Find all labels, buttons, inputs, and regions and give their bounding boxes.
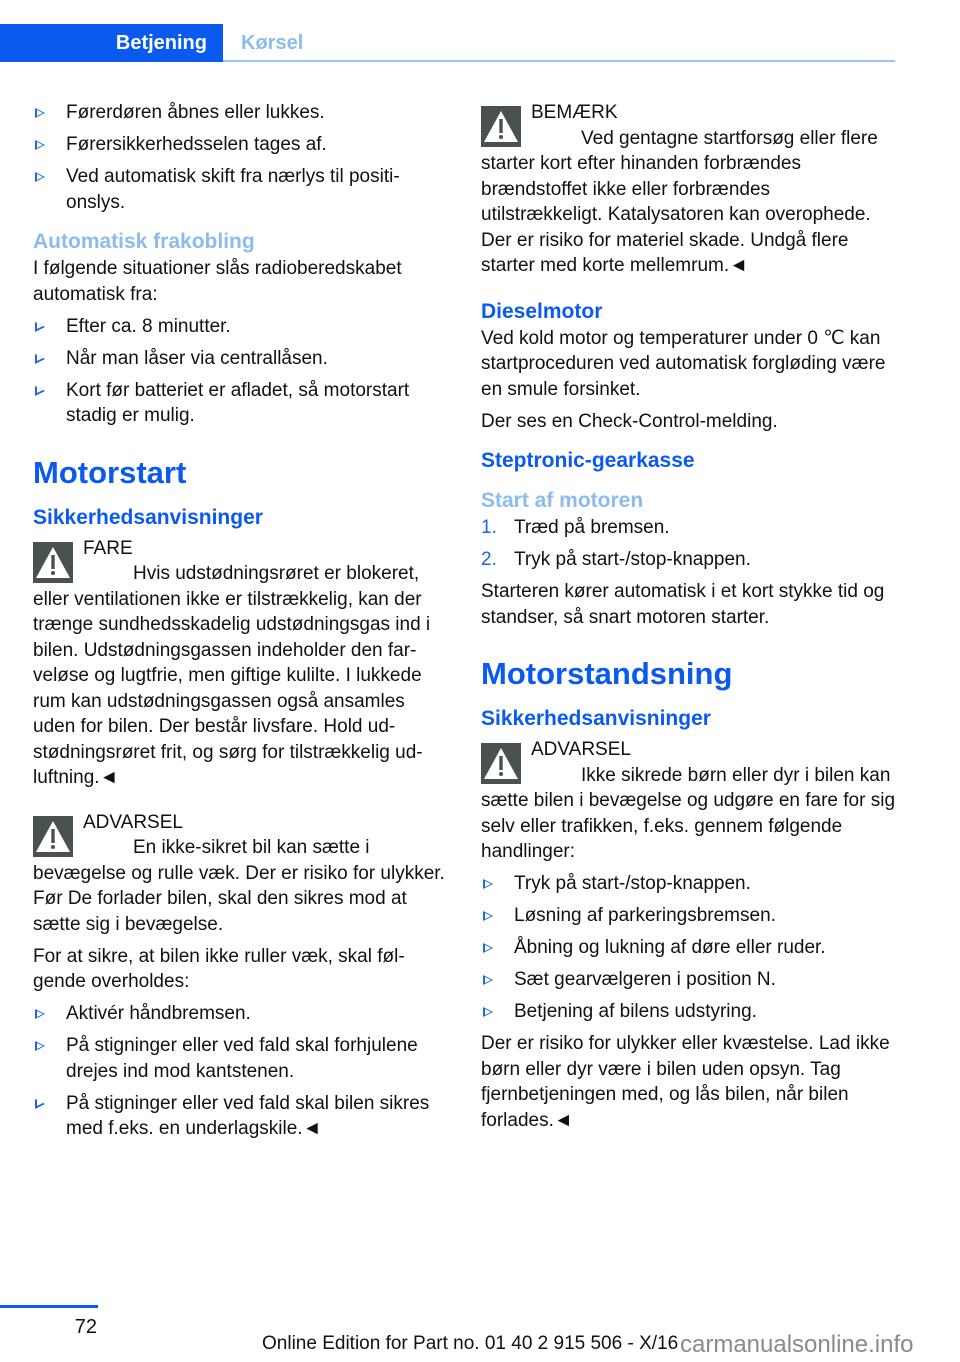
bullet-triangle-icon: [483, 943, 493, 953]
bullet-triangle-icon: [483, 911, 493, 921]
warning-text: Ved gentagne startforsøg eller flere starter kort efter hinanden forbrændes brændstoffet ikke eller forbrændes utilstrækkeligt. Katalysatoren kan overophede. Der er risiko for materiel skade. Undgå flere starter med korte mellemrum.◄: [481, 127, 878, 276]
edition-text: Online Edition for Part no. 01 40 2 915 506 - X/16: [262, 1333, 679, 1354]
secure-bullet-list: [33, 1001, 448, 1142]
bullet-triangle-icon: [35, 386, 45, 396]
bullet-triangle-icon: [35, 354, 45, 364]
secure-text: For at sikre, at bilen ikke ruller væk, skal følgende overholdes:: [33, 945, 405, 992]
auto-off-text: I følgende situationer slås radioberedskabet automatisk fra:: [33, 258, 402, 305]
warning-triangle-icon: [481, 743, 521, 784]
starter-text: Starteren kører automatisk i et kort stykke tid og standser, så snart motoren starter.: [481, 581, 885, 628]
bullet-triangle-icon: [35, 108, 45, 118]
bullet-triangle-icon: [483, 1007, 493, 1017]
list-item: Førerdøren åbnes eller lukkes.: [33, 100, 448, 126]
list-item: Ved automatisk skift fra nærlys til positionslys.: [33, 164, 448, 215]
heading-start-af-motoren: Start af motoren: [481, 489, 644, 512]
tab-korsel[interactable]: Kørsel: [241, 32, 304, 54]
warning-fare: [33, 536, 448, 791]
list-item: Førersikkerhedsselen tages af.: [33, 132, 448, 158]
warning-title: BEMÆRK: [531, 102, 618, 123]
list-item: Åbning og lukning af døre eller ruder.: [481, 935, 896, 961]
heading-motorstart: Motorstart: [33, 454, 187, 490]
warning-text: En ikke-sikret bil kan sætte i bevægelse og rulle væk. Der er risiko for ulykker. Før De forlader bilen, skal den sikres mod at sætte sig i bevægelse.: [33, 837, 445, 935]
warning-text: Ikke sikrede børn eller dyr i bilen kan sætte bilen i bevægelse og udgøre en fare for sig selv eller trafikken, f.eks. gennem følgende handlinger:: [481, 764, 896, 862]
bullet-triangle-icon: [35, 1099, 45, 1109]
watermark: carmanualsonline.info: [680, 1331, 914, 1358]
page-header: [0, 0, 960, 62]
heading-dieselmotor: Dieselmotor: [481, 299, 603, 323]
list-item: Kort før batteriet er afladet, så motorstart stadig er mulig.: [33, 378, 448, 429]
warning-triangle-icon: [33, 816, 73, 857]
list-item: Løsning af parkeringsbremsen.: [481, 903, 896, 929]
auto-off-bullet-list: [33, 314, 448, 429]
list-item: Når man låser via centrallåsen.: [33, 346, 448, 372]
bullet-triangle-icon: [35, 1009, 45, 1019]
warning-text: Hvis udstødningsrøret er blokeret, eller ventilationen ikke er tilstrækkelig, kan der trænge sundhedsskadelig udstødningsgas ind i bilen. Udstødningsgassen indeholder den farveløse og lugtfrie, men giftige kulilte. I lukkede rum kan udstødningsgassen også ansamles uden for bilen. Der består livsfare. Hold udstødningsrøret frit, og sørg for tilstrækkelig udluftning.◄: [33, 563, 431, 788]
motorstop-bullet-list: [481, 871, 896, 1025]
page-number: 72: [74, 1316, 97, 1338]
list-item: 1. Træd på bremsen.: [481, 517, 670, 538]
list-item: 2. Tryk på start-/stop-knappen.: [481, 549, 751, 570]
motorstop-closing-text: Der er risiko for ulykker eller kvæstelse. Lad ikke børn eller dyr være i bilen uden opsyn. Tag fjernbetjeningen med, og lås bilen, når bilen forlades.◄: [481, 1033, 890, 1131]
bullet-triangle-icon: [483, 879, 493, 889]
diesel-text-2: Der ses en Check-Control-melding.: [481, 410, 778, 432]
heading-sikkerhedsanvisninger: Sikkerhedsanvisninger: [33, 505, 263, 529]
bullet-triangle-icon: [35, 322, 45, 332]
list-item: Aktivér håndbremsen.: [33, 1001, 448, 1027]
header-divider: [223, 60, 895, 62]
list-item: På stigninger eller ved fald skal forhjulene drejes ind mod kantstenen.: [33, 1033, 448, 1084]
bullet-triangle-icon: [35, 172, 45, 182]
warning-title: ADVARSEL: [83, 811, 183, 833]
warning-advarsel-2: [481, 737, 896, 865]
list-item: På stigninger eller ved fald skal bilen sikres med f.eks. en underlagskile.◄: [33, 1091, 448, 1142]
list-item: Sæt gearvælgeren i position N.: [481, 967, 896, 993]
list-item: Betjening af bilens udstyring.: [481, 999, 896, 1025]
heading-sikkerhedsanvisninger-2: Sikkerhedsanvisninger: [481, 707, 711, 730]
footer-divider: [0, 1305, 98, 1308]
heading-steptronic: Steptronic-gearkasse: [481, 449, 695, 472]
warning-advarsel: [33, 810, 448, 938]
bullet-triangle-icon: [483, 975, 493, 985]
start-steps-list: [481, 515, 896, 573]
bullet-triangle-icon: [35, 1041, 45, 1051]
warning-title: FARE: [83, 537, 133, 559]
list-item: Efter ca. 8 minutter.: [33, 314, 448, 340]
warning-title: ADVARSEL: [531, 739, 631, 760]
bullet-triangle-icon: [35, 140, 45, 150]
intro-bullet-list: [33, 100, 448, 215]
left-column: [33, 100, 448, 1148]
warning-triangle-icon: [33, 542, 73, 583]
warning-bemaerk: [481, 100, 896, 279]
warning-triangle-icon: [481, 106, 521, 147]
list-item: Tryk på start-/stop-knappen.: [481, 871, 896, 897]
tab-betjening[interactable]: Betjening: [0, 24, 223, 62]
right-column: [481, 100, 896, 1140]
heading-automatisk-frakobling: Automatisk frakobling: [33, 230, 255, 253]
heading-motorstandsning: Motorstandsning: [481, 656, 733, 691]
diesel-text-1: Ved kold motor og temperaturer under 0 ℃ kan startproceduren ved automatisk forgløding være en smule forsinket.: [481, 327, 886, 400]
